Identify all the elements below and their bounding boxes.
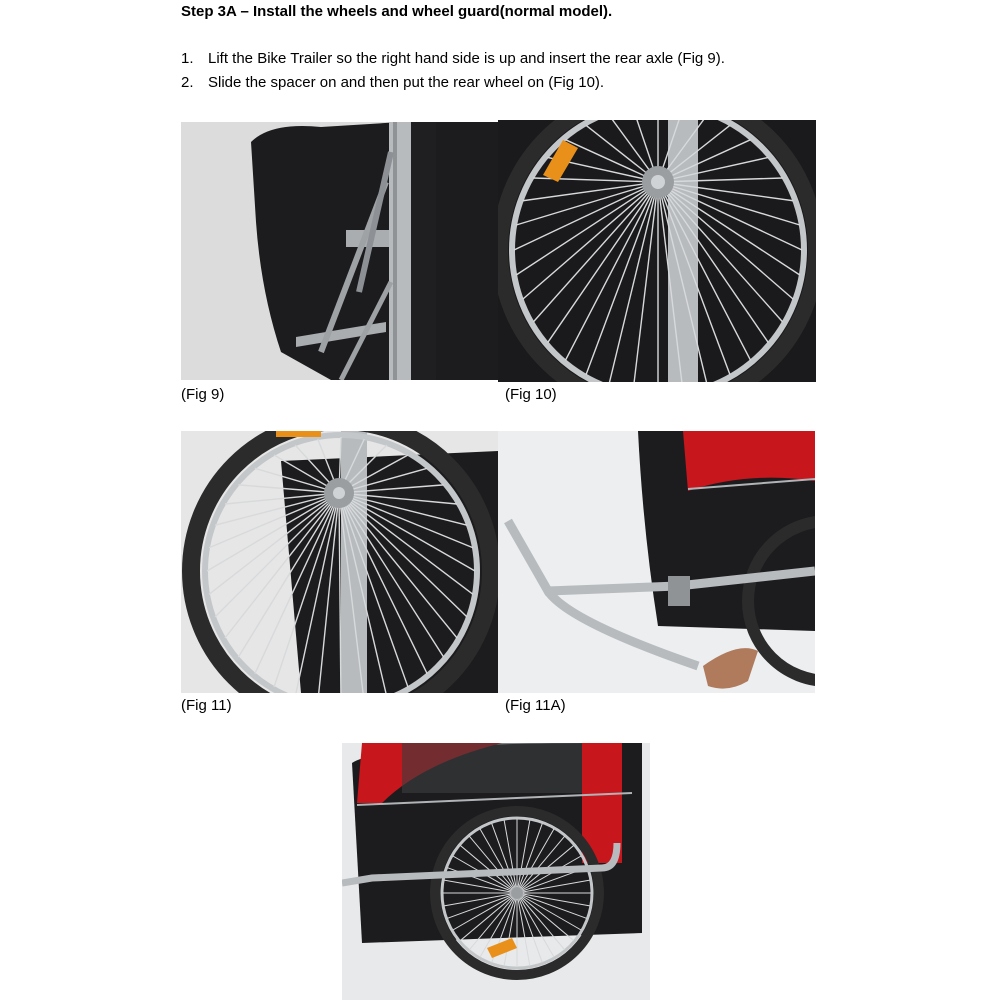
fig10-caption: (Fig 10) [505, 386, 557, 403]
fig9-illustration [181, 122, 498, 380]
completed-trailer-photo [342, 743, 650, 1000]
fig11-caption: (Fig 11) [181, 697, 232, 714]
step-heading: Step 3A – Install the wheels and wheel guard(normal model). [181, 3, 613, 20]
fig11-illustration [181, 431, 498, 693]
step-number: 2. [181, 74, 194, 91]
fig11a-illustration [498, 431, 815, 693]
step-text: Slide the spacer on and then put the rear wheel on (Fig 10). [208, 74, 605, 91]
completed-trailer-illustration [342, 743, 650, 1000]
step-number: 1. [181, 50, 194, 67]
fig9-photo [181, 122, 498, 380]
fig10-photo [498, 120, 816, 382]
fig11a-photo [498, 431, 815, 693]
instruction-list [181, 48, 725, 96]
instruction-step [181, 48, 725, 72]
fig11a-caption: (Fig 11A) [505, 697, 566, 714]
fig10-illustration [498, 120, 816, 382]
instruction-step [181, 72, 725, 96]
fig11-photo [181, 431, 498, 693]
fig9-caption: (Fig 9) [181, 386, 225, 403]
step-text: Lift the Bike Trailer so the right hand side is up and insert the rear axle (Fig 9). [208, 50, 725, 67]
